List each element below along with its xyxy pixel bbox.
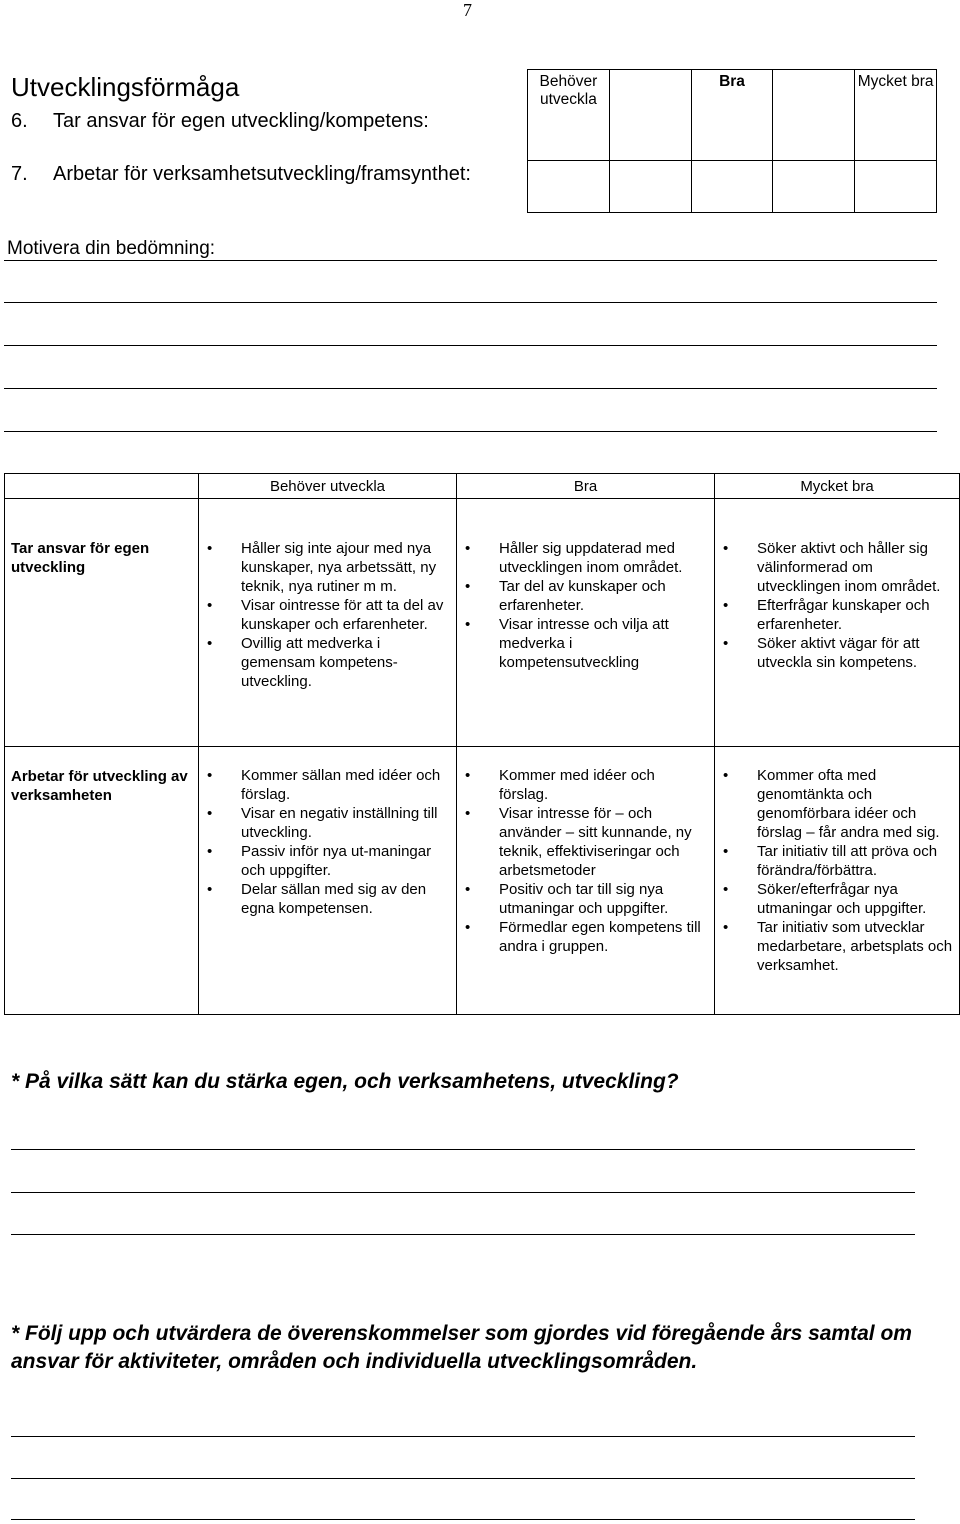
- item-6-number: 6.: [11, 110, 28, 132]
- section-title: Utvecklingsförmåga: [11, 72, 240, 102]
- rating-header-bra: Bra: [691, 70, 773, 161]
- item-7-label: Arbetar för verksamhetsutveckling/framsynthet:: [53, 163, 471, 185]
- rating-cell-empty: [773, 70, 855, 161]
- criteria-header-bra: Bra: [457, 474, 715, 499]
- page-number: 7: [463, 0, 472, 20]
- rating-grid: [527, 69, 937, 213]
- criteria-area: Tar ansvar för egen utveckling: [5, 499, 199, 747]
- criteria-bullet: • Håller sig uppdaterad med utvecklingen inom området.: [457, 539, 714, 577]
- rating-checkbox-item7-2[interactable]: [609, 161, 691, 213]
- criteria-bullet: • Förmedlar egen kompetens till andra i gruppen.: [457, 918, 714, 956]
- rating-checkbox-item7-1[interactable]: [528, 161, 610, 213]
- answer-line[interactable]: [11, 1149, 915, 1150]
- criteria-bullet: • Kommer ofta med genomtänkta och genomförbara idéer och förslag – får andra med sig.: [715, 766, 959, 842]
- rating-header-behover: Behöver utveckla: [528, 70, 610, 161]
- criteria-header-mycket: Mycket bra: [715, 474, 960, 499]
- criteria-bullet: • Söker aktivt och håller sig välinformerad om utvecklingen inom området.: [715, 539, 959, 596]
- answer-line[interactable]: [11, 1478, 915, 1479]
- criteria-bullet: • Visar intresse för – och använder – sitt kunnande, ny teknik, effektiviseringar och arbetsmetoder: [457, 804, 714, 880]
- item-7: [11, 163, 471, 186]
- motivate-label: Motivera din bedömning:: [7, 238, 216, 259]
- criteria-bullet: • Söker aktivt vägar för att utveckla sin kompetens.: [715, 634, 959, 672]
- criteria-cell-bra: [457, 747, 715, 1015]
- criteria-cell-mycket: [715, 747, 960, 1015]
- answer-line[interactable]: [11, 1436, 915, 1437]
- motivate-line[interactable]: [4, 431, 937, 432]
- criteria-bullet: • Kommer sällan med idéer och förslag.: [199, 766, 456, 804]
- answer-line[interactable]: [11, 1192, 915, 1193]
- criteria-cell-behover: [199, 499, 457, 747]
- criteria-area: Arbetar för utveckling av verksamheten: [5, 747, 199, 1015]
- answer-line[interactable]: [11, 1234, 915, 1235]
- motivate-line[interactable]: [4, 345, 937, 346]
- criteria-bullet: • Söker/efterfrågar nya utmaningar och uppgifter.: [715, 880, 959, 918]
- answer-line[interactable]: [11, 1519, 915, 1520]
- item-6-label: Tar ansvar för egen utveckling/kompetens:: [53, 110, 429, 132]
- criteria-bullet: • Tar del av kunskaper och erfarenheter.: [457, 577, 714, 615]
- criteria-cell-bra: [457, 499, 715, 747]
- criteria-bullet: • Håller sig inte ajour med nya kunskaper, nya arbetssätt, ny teknik, nya rutiner m m.: [199, 539, 456, 596]
- motivate-line[interactable]: [4, 388, 937, 389]
- criteria-bullet: • Visar ointresse för att ta del av kunskaper och erfarenheter.: [199, 596, 456, 634]
- criteria-bullet: • Kommer med idéer och förslag.: [457, 766, 714, 804]
- criteria-bullet: • Efterfrågar kunskaper och erfarenheter.: [715, 596, 959, 634]
- motivate-line[interactable]: [4, 260, 937, 261]
- criteria-bullet: • Positiv och tar till sig nya utmaningar och uppgifter.: [457, 880, 714, 918]
- motivate-line[interactable]: [4, 302, 937, 303]
- item-7-number: 7.: [11, 163, 28, 185]
- criteria-header-empty: [5, 474, 199, 499]
- criteria-bullet: • Delar sällan med sig av den egna kompetensen.: [199, 880, 456, 918]
- criteria-table: [4, 473, 960, 1015]
- rating-checkbox-item7-3[interactable]: [691, 161, 773, 213]
- rating-checkbox-item7-5[interactable]: [855, 161, 937, 213]
- criteria-bullet: • Passiv inför nya ut-maningar och uppgifter.: [199, 842, 456, 880]
- criteria-bullet: • Visar intresse och vilja att medverka i kompetensutveckling: [457, 615, 714, 672]
- criteria-cell-mycket: [715, 499, 960, 747]
- rating-cell-empty: [609, 70, 691, 161]
- rating-checkbox-item7-4[interactable]: [773, 161, 855, 213]
- criteria-bullet: • Tar initiativ som utvecklar medarbetare, arbetsplats och verksamhet.: [715, 918, 959, 975]
- rating-header-mycket: Mycket bra: [855, 70, 937, 161]
- criteria-header-behover: Behöver utveckla: [199, 474, 457, 499]
- question-strengthen-development: * På vilka sätt kan du stärka egen, och verksamhetens, utveckling?: [11, 1070, 679, 1093]
- criteria-bullet: • Ovillig att medverka i gemensam kompetens-utveckling.: [199, 634, 456, 691]
- criteria-cell-behover: [199, 747, 457, 1015]
- item-6: [11, 110, 429, 133]
- criteria-bullet: • Tar initiativ till att pröva och förändra/förbättra.: [715, 842, 959, 880]
- question-follow-up: * Följ upp och utvärdera de överenskommelser som gjordes vid föregående års samtal om ansvar för aktiviteter, områden och individuella utvecklingsområden.: [11, 1322, 912, 1373]
- criteria-bullet: • Visar en negativ inställning till utveckling.: [199, 804, 456, 842]
